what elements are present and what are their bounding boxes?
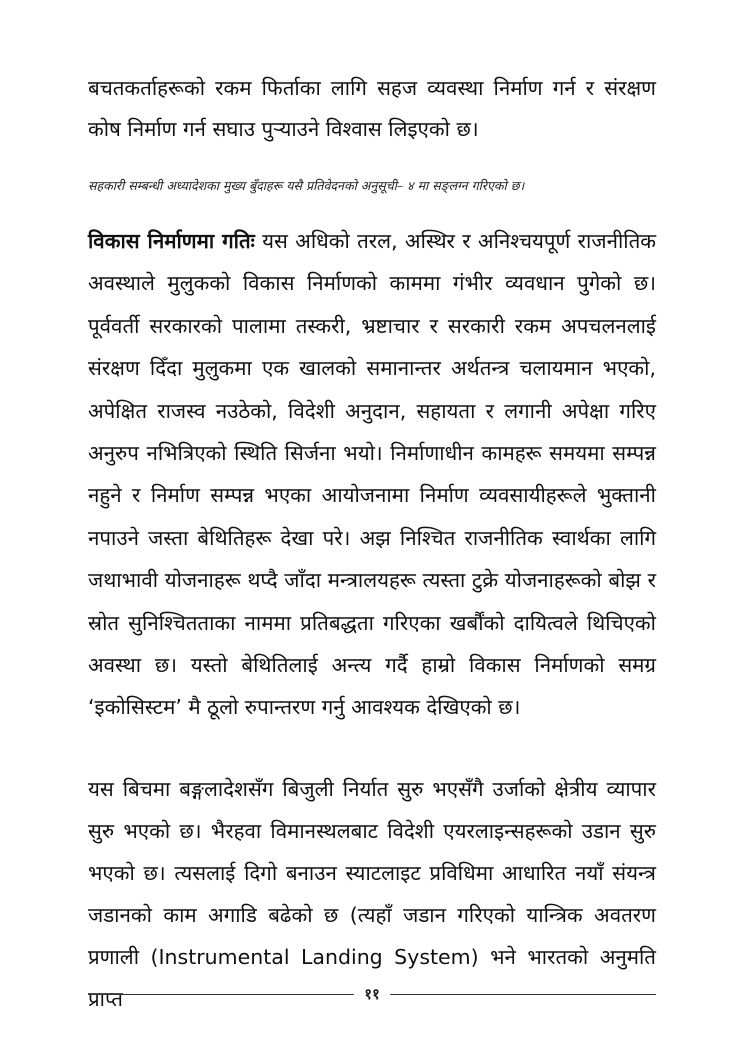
annex-note: सहकारी सम्बन्धी अध्यादेशका मुख्य बुँदाहरू यसै प्रतिवेदनको अनुसूची– ४ मा सङ्लग्न गरिएको छ। [88,178,525,193]
paragraph-development [88,220,656,729]
footer-rule-left [88,994,354,995]
page-number: ११ [364,985,380,1003]
page-footer [88,982,656,1006]
footer-rule-right [390,994,656,995]
paragraph-development-body: यस अधिको तरल, अस्थिर र अनिश्चयपूर्ण राजनीतिक अवस्थाले मुलुकको विकास निर्माणको काममा गंभीर व्यवधान पुगेको छ। पूर्ववर्ती सरकारको पालामा तस्करी, भ्रष्टाचार र सरकारी रकम अपचलनलाई संरक्षण दिँदा मुलुकमा एक खालको समानान्तर अर्थतन्त्र चलायमान भएको, अपेक्षित राजस्व नउठेको, विदेशी अनुदान, सहायता र लगानी अपेक्षा गरिए अनुरुप नभित्रिएको स्थिति सिर्जना भयो। निर्माणाधीन कामहरू समयमा सम्पन्न नहुने र निर्माण सम्पन्न भएका आयोजनामा निर्माण व्यवसायीहरूले भुक्तानी नपाउने जस्ता बेथितिहरू देखा परे। अझ निश्चित राजनीतिक स्वार्थका लागि जथाभावी योजनाहरू थप्दै जाँदा मन्त्रालयहरू त्यस्ता टुक्रे योजनाहरूको बोझ र स्रोत सुनिश्चितताका नाममा प्रतिबद्धता गरिएका खर्बौंको दायित्वले थिचिएको अवस्था छ। यस्तो बेथितिलाई अन्त्य गर्दै हाम्रो विकास निर्माणको समग्र ‘इकोसिस्टम’ मै ठूलो रुपान्तरण गर्नु आवश्यक देखिएको छ। [88,229,657,720]
paragraph-energy-aviation: यस बिचमा बङ्गलादेशसँग बिजुली निर्यात सुरु भएसँगै उर्जाको क्षेत्रीय व्यापार सुरु भएको छ। भैरहवा विमानस्थलबाट विदेशी एयरलाइन्सहरूको उडान सुरु भएको छ। त्यसलाई दिगो बनाउन स्याटलाइट प्रविधिमा आधारित नयाँ संयन्त्र जडानको काम अगाडि बढेको छ (त्यहाँ जडान गरिएको यान्त्रिक अवतरण प्रणाली (Instrumental Landing System) भने भारतको अनुमति प्राप्त [88,777,656,1011]
section-heading-development: विकास निर्माणमा गतिः [88,229,255,253]
paragraph-savings-refund: बचतकर्ताहरूको रकम फिर्ताका लागि सहज व्यवस्था निर्माण गर्न र संरक्षण कोष निर्माण गर्न सघाउ पुऱ्याउने विश्वास लिइएको छ। [88,76,656,141]
